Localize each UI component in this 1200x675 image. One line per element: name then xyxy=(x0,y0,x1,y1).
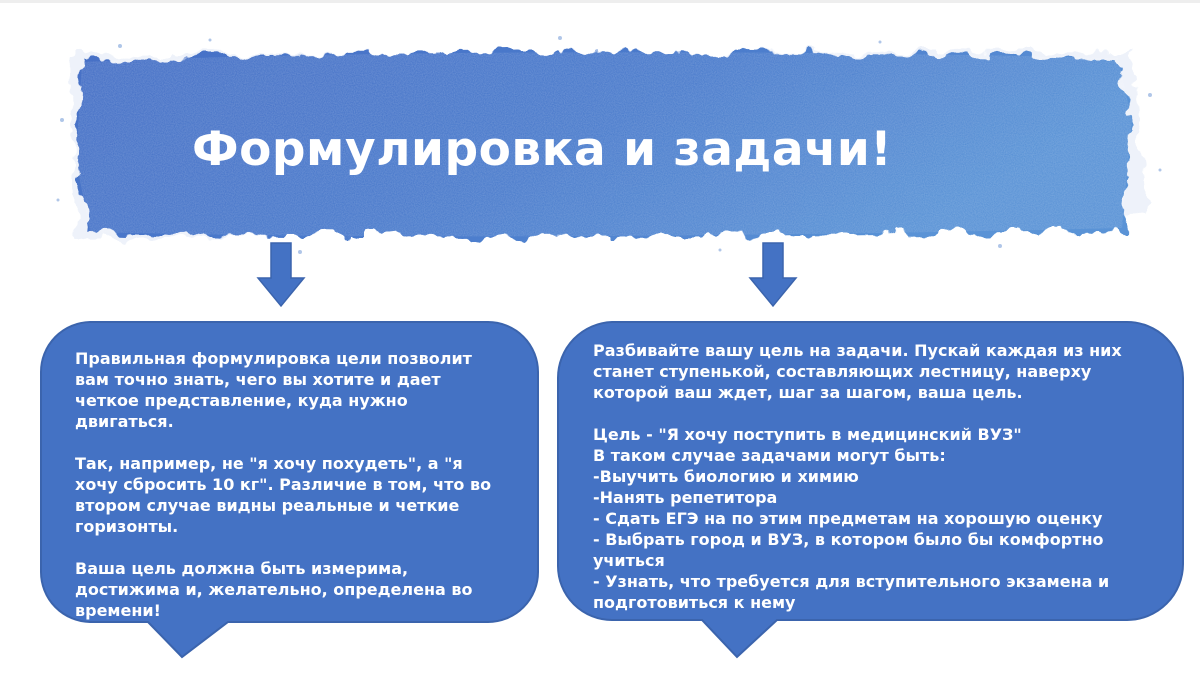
text-line: Цель - "Я хочу поступить в медицинский ВУЗ" xyxy=(593,425,1022,444)
paragraph xyxy=(75,558,525,621)
list-item: -Нанять репетитора xyxy=(593,488,778,507)
text-line: втором случае видны реальные и четкие xyxy=(75,496,460,515)
paragraph xyxy=(593,340,1173,403)
list-item: - Сдать ЕГЭ на по этим предметам на хорошую оценку xyxy=(593,509,1103,528)
text-line: Ваша цель должна быть измерима, xyxy=(75,559,409,578)
right-bubble-text xyxy=(593,340,1173,613)
text-line: Разбивайте вашу цель на задачи. Пускай каждая из них xyxy=(593,341,1122,360)
left-bubble-text xyxy=(75,348,525,621)
list-item: -Выучить биологию и химию xyxy=(593,467,859,486)
arrow-down-icon xyxy=(748,242,798,308)
text-line: В таком случае задачами могут быть: xyxy=(593,446,946,465)
slide-title: Формулировка и задачи! xyxy=(192,122,893,177)
text-line: хочу сбросить 10 кг". Различие в том, что во xyxy=(75,475,492,494)
paragraph xyxy=(75,348,525,432)
paragraph xyxy=(593,424,1173,613)
text-line: вам точно знать, чего вы хотите и дает xyxy=(75,370,441,389)
text-line: Так, например, не "я хочу похудеть", а "я xyxy=(75,454,463,473)
arrow-down-icon xyxy=(256,242,306,308)
list-item: - Выбрать город и ВУЗ, в котором было бы комфортно xyxy=(593,530,1104,549)
list-item: подготовиться к нему xyxy=(593,593,796,612)
text-line: которой ваш ждет, шаг за шагом, ваша цель. xyxy=(593,383,1023,402)
list-item: - Узнать, что требуется для вступительного экзамена и xyxy=(593,572,1110,591)
text-line: Правильная формулировка цели позволит xyxy=(75,349,472,368)
paragraph xyxy=(75,453,525,537)
text-line: горизонты. xyxy=(75,517,179,536)
text-line: достижима и, желательно, определена во xyxy=(75,580,473,599)
text-line: станет ступенькой, составляющих лестницу, наверху xyxy=(593,362,1092,381)
text-line: двигаться. xyxy=(75,412,174,431)
text-line: времени! xyxy=(75,601,161,620)
list-item: учиться xyxy=(593,551,665,570)
text-line: четкое представление, куда нужно xyxy=(75,391,408,410)
